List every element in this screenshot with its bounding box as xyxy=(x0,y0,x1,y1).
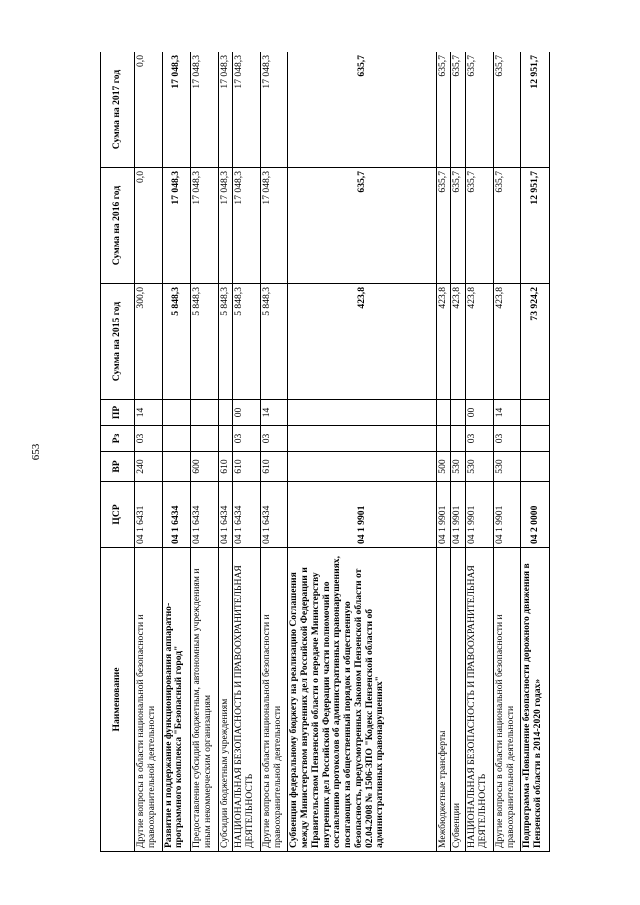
cell-vr: 610 xyxy=(233,452,261,482)
cell-rz xyxy=(288,426,436,452)
cell-sum-2015: 300,0 xyxy=(135,284,163,400)
cell-sum-2017: 635,7 xyxy=(436,52,451,168)
header-sum-2015: Сумма на 2015 год xyxy=(101,284,135,400)
cell-csr: 04 1 6431 xyxy=(135,482,163,548)
cell-name: Субсидии бюджетным учреждениям xyxy=(218,548,233,852)
cell-sum-2017: 635,7 xyxy=(288,52,436,168)
cell-rz: 03 xyxy=(260,426,288,452)
cell-rz: 03 xyxy=(233,426,261,452)
cell-sum-2015: 73 924,2 xyxy=(521,284,550,400)
table-row xyxy=(260,52,288,852)
cell-sum-2015: 423,8 xyxy=(451,284,466,400)
cell-vr: 610 xyxy=(218,452,233,482)
cell-rz xyxy=(218,426,233,452)
cell-sum-2015: 423,8 xyxy=(493,284,521,400)
cell-sum-2017: 17 048,3 xyxy=(218,52,233,168)
cell-sum-2016: 17 048,3 xyxy=(233,168,261,284)
cell-vr: 530 xyxy=(451,452,466,482)
table-row xyxy=(233,52,261,852)
cell-name: НАЦИОНАЛЬНАЯ БЕЗОПАСНОСТЬ И ПРАВООХРАНИТЕЛЬНАЯ ДЕЯТЕЛЬНОСТЬ xyxy=(233,548,261,852)
cell-pr: 14 xyxy=(493,400,521,426)
cell-vr xyxy=(521,452,550,482)
cell-sum-2017: 0,0 xyxy=(135,52,163,168)
cell-sum-2017: 635,7 xyxy=(493,52,521,168)
cell-vr xyxy=(162,452,191,482)
cell-csr: 04 1 9901 xyxy=(436,482,451,548)
header-csr: ЦСР xyxy=(101,482,135,548)
cell-vr: 610 xyxy=(260,452,288,482)
cell-rz xyxy=(162,426,191,452)
cell-sum-2015: 5 848,3 xyxy=(260,284,288,400)
cell-sum-2017: 17 048,3 xyxy=(191,52,219,168)
cell-sum-2016: 635,7 xyxy=(451,168,466,284)
header-rz: Рз xyxy=(101,426,135,452)
cell-vr: 500 xyxy=(436,452,451,482)
cell-sum-2017: 17 048,3 xyxy=(233,52,261,168)
cell-sum-2015: 5 848,3 xyxy=(162,284,191,400)
table-row xyxy=(135,52,163,852)
table-row xyxy=(288,52,436,852)
budget-table xyxy=(100,52,550,852)
cell-rz xyxy=(521,426,550,452)
cell-pr xyxy=(521,400,550,426)
cell-pr xyxy=(162,400,191,426)
rotated-table-area xyxy=(100,52,550,852)
cell-sum-2017: 17 048,3 xyxy=(260,52,288,168)
cell-vr: 530 xyxy=(493,452,521,482)
header-sum-2017: Сумма на 2017 год xyxy=(101,52,135,168)
cell-rz xyxy=(436,426,451,452)
cell-sum-2016: 17 048,3 xyxy=(162,168,191,284)
cell-csr: 04 1 9901 xyxy=(288,482,436,548)
cell-pr xyxy=(191,400,219,426)
cell-sum-2015: 423,8 xyxy=(288,284,436,400)
cell-csr: 04 1 6434 xyxy=(233,482,261,548)
cell-vr: 530 xyxy=(466,452,494,482)
cell-name: Другие вопросы в области национальной безопасности и правоохранительной деятельности xyxy=(493,548,521,852)
cell-rz: 03 xyxy=(493,426,521,452)
table-row xyxy=(191,52,219,852)
cell-name: Предоставление субсидий бюджетным, автономным учреждениям и иным некоммерческим организациям xyxy=(191,548,219,852)
cell-rz xyxy=(191,426,219,452)
cell-name: Субвенции xyxy=(451,548,466,852)
cell-name: Субвенции федеральному бюджету на реализацию Соглашения между Министерством внутренних дел Российской Федерации и Правительством Пензенской области о передаче Министерству внутренних дел Российской Федерации части полномочий по составлению протоколов об административных правонарушениях, посягающих на общественный порядок и общественную безопасность, предусмотренных Законом Пензенской области от 02.04.2008 № 1506-ЗПО "Кодекс Пензенской области об административных правонарушениях" xyxy=(288,548,436,852)
cell-sum-2017: 635,7 xyxy=(451,52,466,168)
header-name: Наименование xyxy=(101,548,135,852)
cell-csr: 04 1 6434 xyxy=(218,482,233,548)
cell-name: Подпрограмма «Повышение безопасности дорожного движения в Пензенской области в 2014-2020 годах» xyxy=(521,548,550,852)
cell-name: Другие вопросы в области национальной безопасности и правоохранительной деятельности xyxy=(135,548,163,852)
cell-sum-2015: 423,8 xyxy=(436,284,451,400)
cell-sum-2017: 12 951,7 xyxy=(521,52,550,168)
cell-name: НАЦИОНАЛЬНАЯ БЕЗОПАСНОСТЬ И ПРАВООХРАНИТЕЛЬНАЯ ДЕЯТЕЛЬНОСТЬ xyxy=(466,548,494,852)
header-vr: ВР xyxy=(101,452,135,482)
cell-csr: 04 1 9901 xyxy=(466,482,494,548)
header-row xyxy=(101,52,135,852)
cell-name: Другие вопросы в области национальной безопасности и правоохранительной деятельности xyxy=(260,548,288,852)
table-row xyxy=(436,52,451,852)
cell-pr: 00 xyxy=(233,400,261,426)
cell-vr: 600 xyxy=(191,452,219,482)
table-row xyxy=(451,52,466,852)
table-container xyxy=(100,52,550,852)
cell-sum-2016: 0,0 xyxy=(135,168,163,284)
cell-csr: 04 1 9901 xyxy=(493,482,521,548)
cell-pr: 00 xyxy=(466,400,494,426)
cell-csr: 04 1 6434 xyxy=(260,482,288,548)
cell-rz: 03 xyxy=(466,426,494,452)
cell-sum-2015: 5 848,3 xyxy=(233,284,261,400)
table-row xyxy=(466,52,494,852)
cell-sum-2017: 17 048,3 xyxy=(162,52,191,168)
cell-rz: 03 xyxy=(135,426,163,452)
cell-sum-2015: 5 848,3 xyxy=(191,284,219,400)
cell-sum-2016: 635,7 xyxy=(493,168,521,284)
table-row xyxy=(218,52,233,852)
cell-sum-2016: 635,7 xyxy=(436,168,451,284)
table-row xyxy=(162,52,191,852)
table-row xyxy=(521,52,550,852)
cell-csr: 04 2 0000 xyxy=(521,482,550,548)
cell-sum-2016: 635,7 xyxy=(466,168,494,284)
cell-pr: 14 xyxy=(260,400,288,426)
cell-sum-2016: 17 048,3 xyxy=(191,168,219,284)
cell-pr xyxy=(288,400,436,426)
header-sum-2016: Сумма на 2016 год xyxy=(101,168,135,284)
cell-name: Развитие и поддержание функционирования аппаратно-программного комплекса "Безопасный город" xyxy=(162,548,191,852)
header-pr: ПР xyxy=(101,400,135,426)
table-row xyxy=(493,52,521,852)
cell-rz xyxy=(451,426,466,452)
cell-name: Межбюджетные трансферты xyxy=(436,548,451,852)
cell-csr: 04 1 9901 xyxy=(451,482,466,548)
cell-sum-2016: 635,7 xyxy=(288,168,436,284)
cell-pr xyxy=(451,400,466,426)
cell-sum-2015: 423,8 xyxy=(466,284,494,400)
cell-pr: 14 xyxy=(135,400,163,426)
cell-sum-2016: 17 048,3 xyxy=(218,168,233,284)
cell-sum-2015: 5 848,3 xyxy=(218,284,233,400)
cell-sum-2017: 635,7 xyxy=(466,52,494,168)
cell-vr: 240 xyxy=(135,452,163,482)
cell-pr xyxy=(436,400,451,426)
cell-csr: 04 1 6434 xyxy=(162,482,191,548)
cell-sum-2016: 12 951,7 xyxy=(521,168,550,284)
cell-vr xyxy=(288,452,436,482)
cell-pr xyxy=(218,400,233,426)
cell-sum-2016: 17 048,3 xyxy=(260,168,288,284)
page-number: 653 xyxy=(30,443,42,461)
cell-csr: 04 1 6434 xyxy=(191,482,219,548)
